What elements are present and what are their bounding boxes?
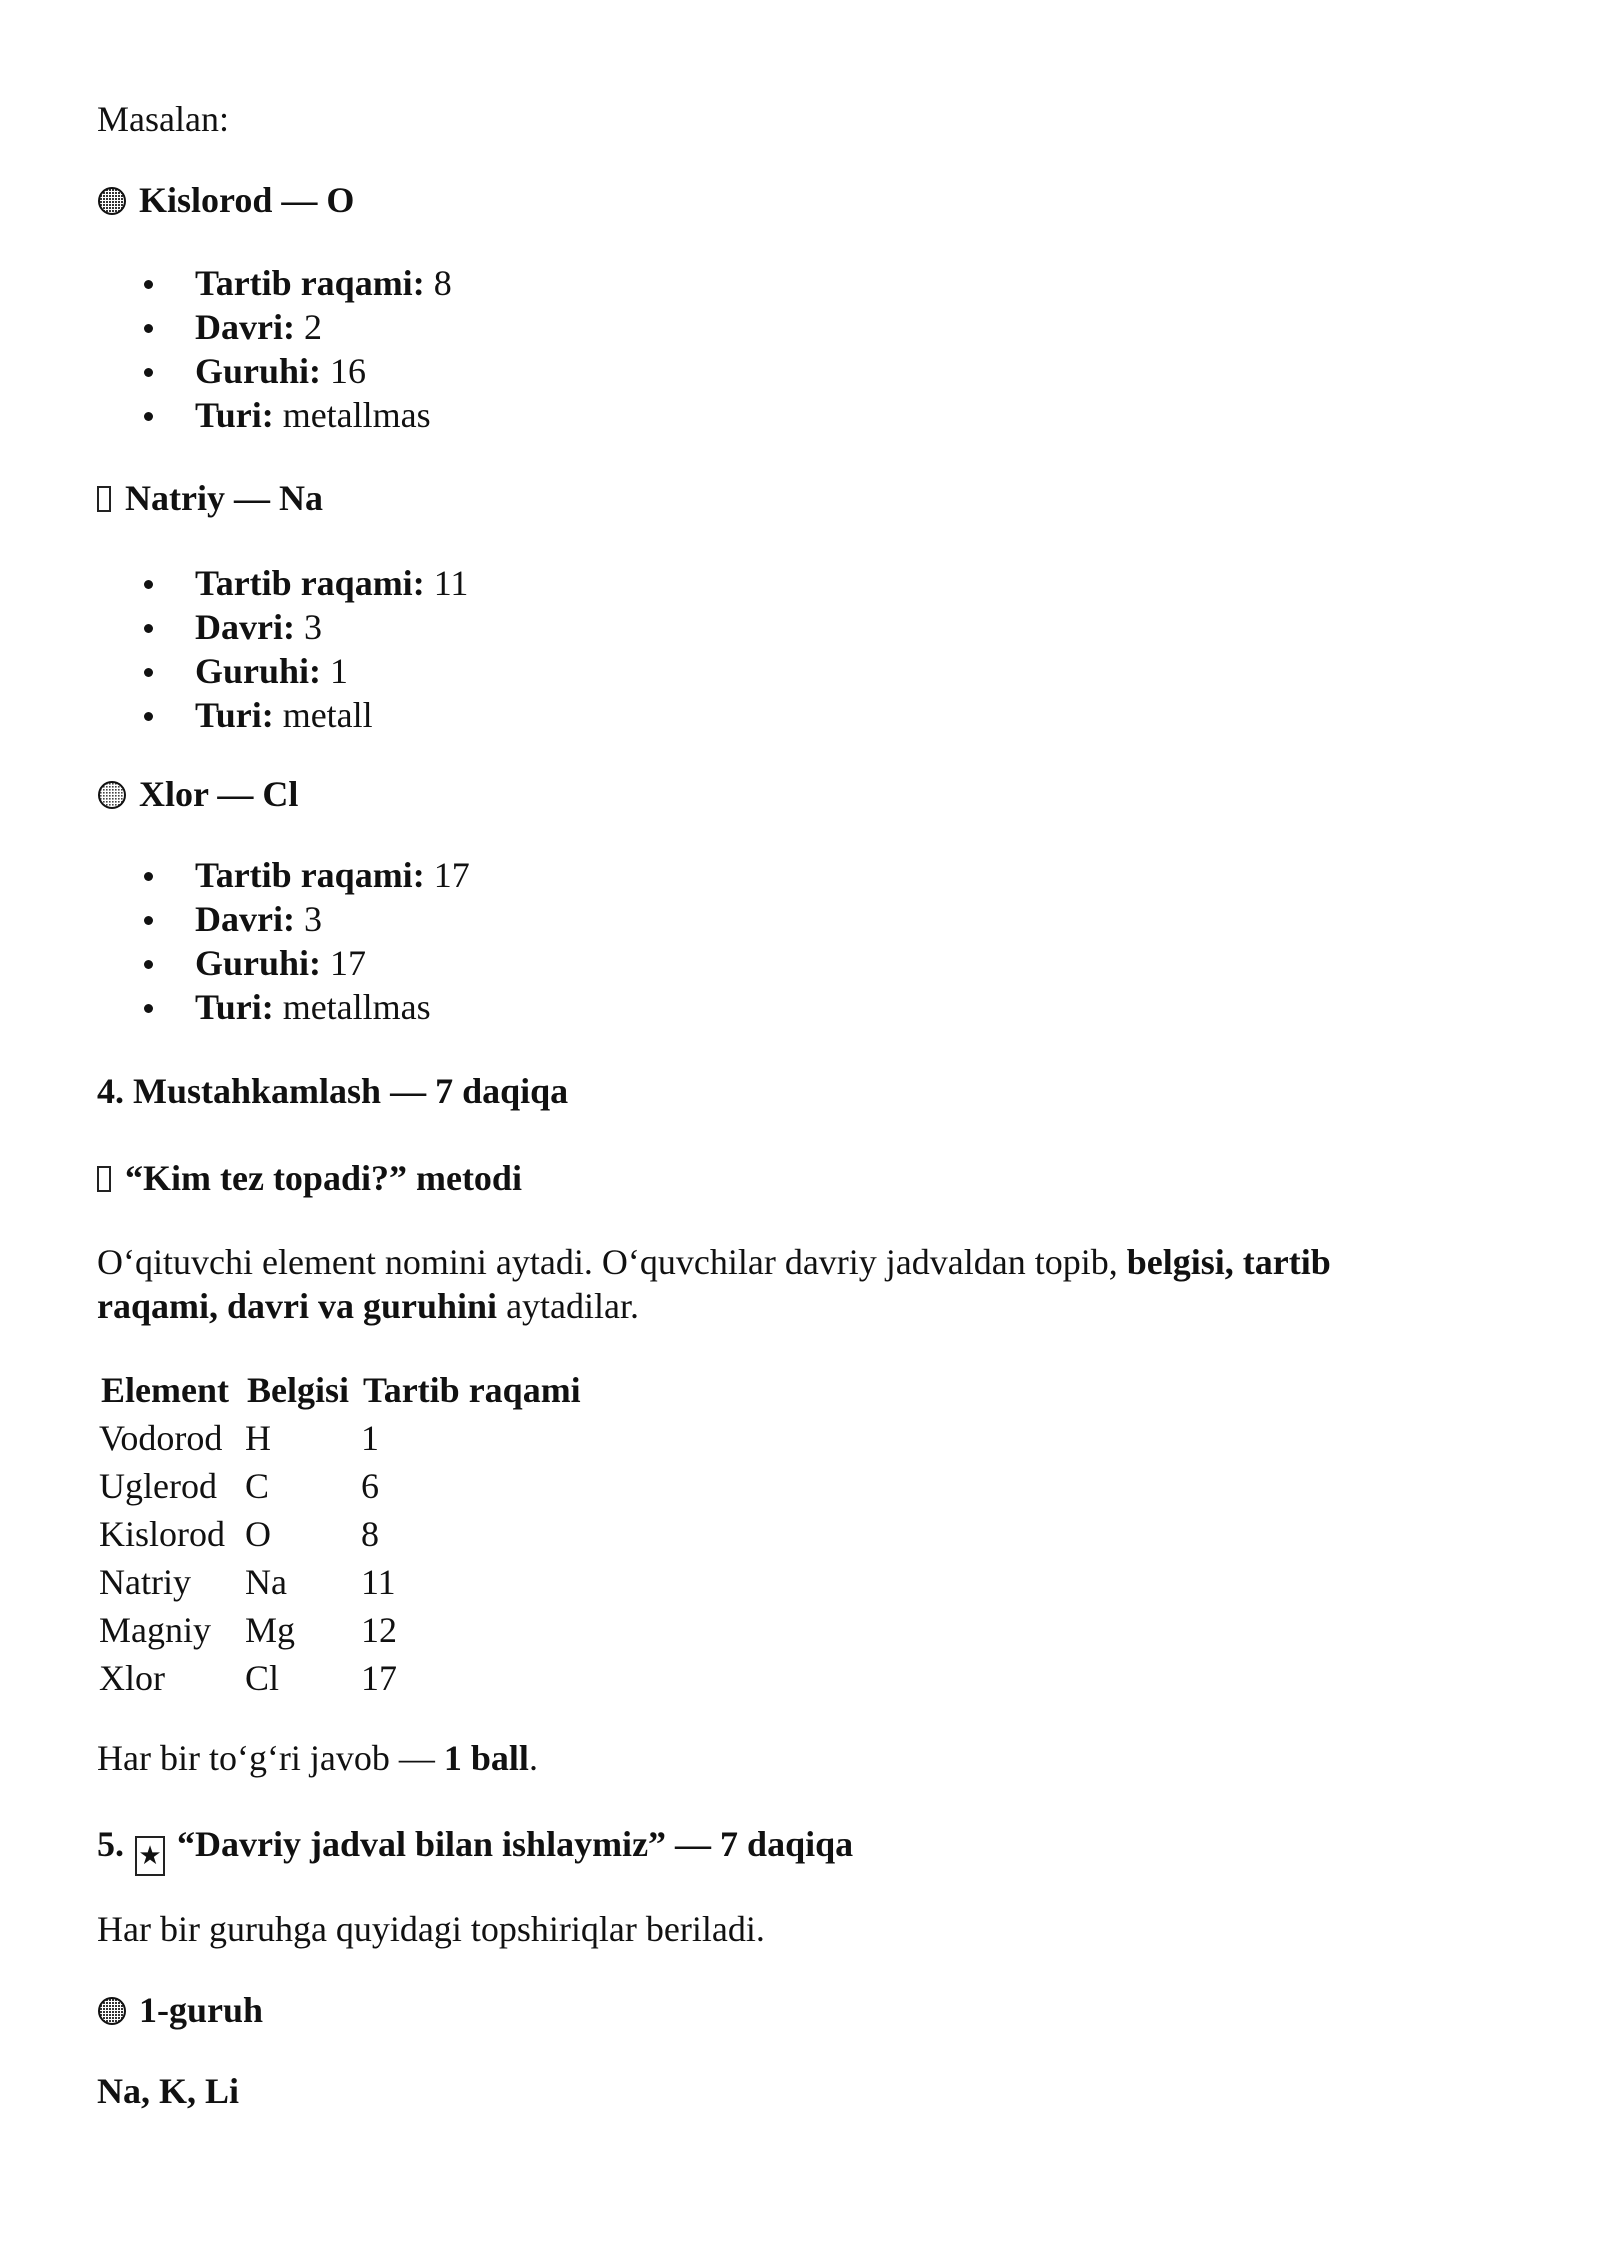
table-cell: 17 (361, 1658, 397, 1698)
missing-glyph-icon (97, 486, 111, 512)
list-item: Davri: 3 (97, 605, 468, 649)
table-cell: Kislorod (99, 1514, 225, 1554)
table-cell: 6 (361, 1466, 379, 1506)
table-cell: Magniy (99, 1610, 211, 1650)
list-item: Guruhi: 17 (97, 941, 470, 985)
table-row (97, 1414, 583, 1462)
list-item: Davri: 3 (97, 897, 470, 941)
section-5-text: Har bir guruhga quyidagi topshiriqlar beriladi. (97, 1909, 765, 1949)
blue-circle-icon (97, 1996, 127, 2026)
list-item: Turi: metallmas (97, 985, 470, 1029)
missing-glyph-icon (97, 1166, 111, 1192)
star-icon: ★ (135, 1836, 165, 1876)
section-4-heading: 4. Mustahkamlash — 7 daqiqa (97, 1071, 569, 1111)
table-cell: Uglerod (99, 1466, 217, 1506)
table-row (97, 1606, 583, 1654)
table-cell: Na (245, 1562, 287, 1602)
table-cell: 12 (361, 1610, 397, 1650)
table-cell: Cl (245, 1658, 280, 1698)
list-item: Davri: 2 (97, 305, 452, 349)
list-item: Guruhi: 16 (97, 349, 452, 393)
element-props-natriy (97, 561, 468, 737)
table-row (97, 1462, 583, 1510)
table-cell: H (245, 1418, 271, 1458)
table-cell: C (245, 1466, 270, 1506)
score-note: Har bir to‘g‘ri javob — 1 ball. (97, 1738, 538, 1778)
list-item: Tartib raqami: 8 (97, 261, 452, 305)
section-5-heading: 5. ★ “Davriy jadval bilan ishlaymiz” — 7 daqiqa (97, 1822, 853, 1876)
list-item: Tartib raqami: 11 (97, 561, 468, 605)
element-props-xlor (97, 853, 470, 1029)
table-row (97, 1510, 583, 1558)
table-row (97, 1558, 583, 1606)
list-item: Tartib raqami: 17 (97, 853, 470, 897)
table-cell: Mg (245, 1610, 296, 1650)
column-header-belgisi: Belgisi (247, 1370, 350, 1410)
element-table (97, 1366, 583, 1702)
intro-text: Masalan: (97, 99, 229, 139)
table-cell: O (245, 1514, 271, 1554)
table-cell: 11 (361, 1562, 396, 1602)
table-cell: 1 (361, 1418, 379, 1458)
method-description: O‘qituvchi element nomini aytadi. O‘quvchilar davriy jadvaldan topib, belgisi, tartib raqami, davri va guruhini aytadilar. (97, 1242, 1331, 1326)
blue-circle-icon (97, 186, 127, 216)
group-items: Na, K, Li (97, 2071, 240, 2111)
column-header-tartib-raqami: Tartib raqami (363, 1370, 581, 1410)
table-cell: Vodorod (99, 1418, 223, 1458)
element-props-kislorod (97, 261, 452, 437)
list-item: Guruhi: 1 (97, 649, 468, 693)
element-heading-natriy: Natriy — Na (97, 476, 323, 520)
element-heading-kislorod: Kislorod — O (97, 178, 354, 222)
table-cell: Xlor (99, 1658, 165, 1698)
table-header-row (97, 1366, 583, 1414)
table-cell: Natriy (99, 1562, 191, 1602)
column-header-element: Element (101, 1370, 229, 1410)
green-circle-icon (97, 780, 127, 810)
list-item: Turi: metallmas (97, 393, 452, 437)
table-row (97, 1654, 583, 1702)
group-heading: 1-guruh (97, 1988, 263, 2032)
table-cell: 8 (361, 1514, 379, 1554)
list-item: Turi: metall (97, 693, 468, 737)
method-heading: “Kim tez topadi?” metodi (97, 1156, 522, 1200)
element-heading-xlor: Xlor — Cl (97, 772, 298, 816)
